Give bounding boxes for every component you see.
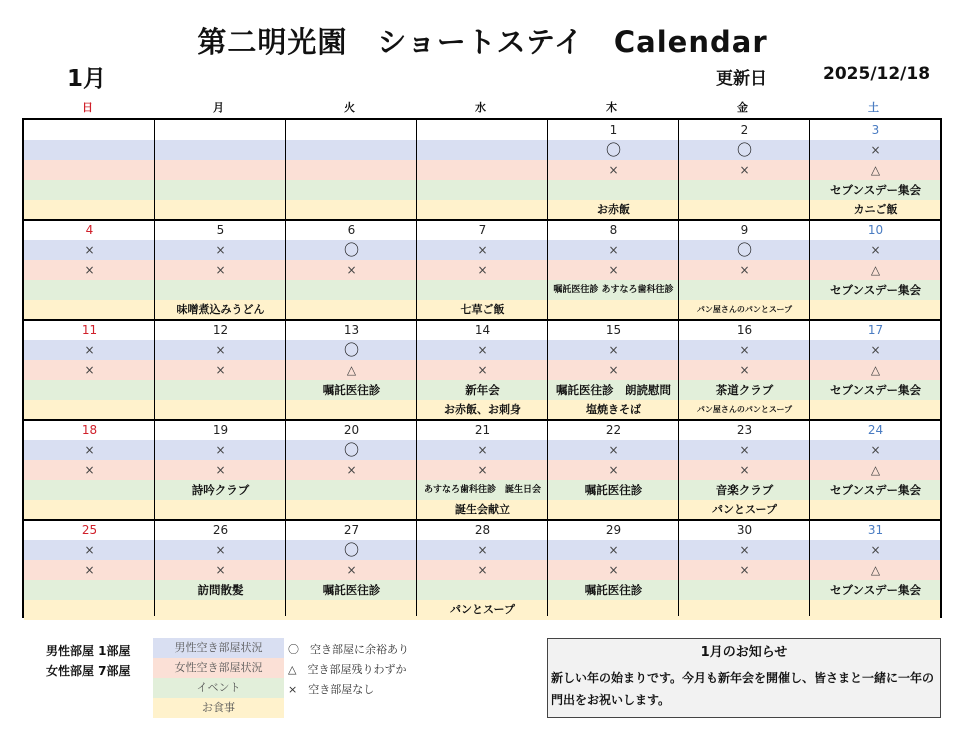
weekday-header: [22, 99, 942, 115]
day-number: 6: [347, 223, 356, 237]
day-cell: [155, 520, 286, 620]
day-number: 17: [867, 323, 884, 337]
calendar-week: [24, 120, 940, 220]
day-cell: [417, 420, 548, 520]
meal-text: [548, 500, 679, 520]
meal-text: [286, 600, 417, 620]
male-rooms-count: 男性部屋 1部屋: [46, 644, 131, 658]
event-text: 嘱託医往診 あすなろ歯科往診: [553, 285, 674, 295]
male-vacancy-mark: [24, 140, 155, 160]
updated-label: 更新日: [716, 69, 767, 89]
male-vacancy-mark: ×: [215, 443, 226, 457]
week-divider: [24, 419, 940, 421]
column-divider: [547, 120, 548, 616]
legend-mark-none: × 空き部屋なし: [288, 683, 375, 696]
meal-text: パン屋さんのパンとスープ: [696, 405, 793, 414]
female-vacancy-mark: ×: [84, 363, 95, 377]
calendar-grid: [22, 118, 942, 618]
day-number: 26: [212, 523, 229, 537]
event-text: 嘱託医往診 朗読慰問: [556, 383, 671, 397]
day-number: 23: [736, 423, 753, 437]
male-vacancy-mark: ×: [84, 443, 95, 457]
female-rooms-count: 女性部屋 7部屋: [46, 664, 131, 678]
meal-text: パンとスープ: [712, 503, 777, 516]
day-cell: [548, 520, 679, 620]
meal-text: [810, 600, 941, 620]
meal-text: [24, 600, 155, 620]
day-number: 1: [609, 123, 618, 137]
event-text: [286, 480, 417, 500]
day-cell: [155, 420, 286, 520]
male-vacancy-mark: 〇: [343, 541, 359, 559]
meal-text: [155, 500, 286, 520]
day-cell: [286, 520, 417, 620]
day-number: 8: [609, 223, 618, 237]
female-vacancy-mark: △: [870, 363, 881, 377]
column-divider: [678, 120, 679, 616]
calendar-week: [24, 520, 940, 620]
male-vacancy-mark: [286, 140, 417, 160]
day-cell: [24, 220, 155, 320]
male-vacancy-mark: [155, 140, 286, 160]
day-cell: [679, 220, 810, 320]
male-vacancy-mark: ×: [608, 443, 619, 457]
meal-text: [810, 500, 941, 520]
day-cell: [679, 320, 810, 420]
male-vacancy-mark: 〇: [343, 441, 359, 459]
day-cell: [679, 420, 810, 520]
female-vacancy-mark: ×: [477, 363, 488, 377]
day-cell: [286, 420, 417, 520]
day-cell: [24, 520, 155, 620]
female-vacancy-mark: [417, 160, 548, 180]
day-number: 3: [871, 123, 880, 137]
event-text: [24, 580, 155, 600]
notice-body: 新しい年の始まりです。今月も新年会を開催し、皆さまと一緒に一年の門出をお祝いします。: [551, 671, 935, 707]
day-number: 22: [605, 423, 622, 437]
day-cell: [548, 220, 679, 320]
day-number: 9: [740, 223, 749, 237]
meal-text: お赤飯: [597, 203, 630, 216]
event-text: 茶道クラブ: [715, 383, 774, 397]
page-title: 第二明光園 ショートステイ Calendar: [197, 25, 768, 59]
male-vacancy-mark: 〇: [343, 341, 359, 359]
male-vacancy-mark: ×: [477, 543, 488, 557]
day-cell: [810, 120, 941, 220]
female-vacancy-mark: ×: [346, 263, 357, 277]
meal-text: [24, 500, 155, 520]
female-vacancy-mark: ×: [739, 263, 750, 277]
day-number: 19: [212, 423, 229, 437]
calendar-week: [24, 320, 940, 420]
meal-text: カニご飯: [853, 203, 898, 216]
day-cell: [417, 320, 548, 420]
event-text: [417, 180, 548, 200]
female-vacancy-mark: △: [870, 263, 881, 277]
female-vacancy-mark: ×: [608, 363, 619, 377]
female-vacancy-mark: [155, 160, 286, 180]
day-number: 12: [212, 323, 229, 337]
female-vacancy-mark: ×: [477, 563, 488, 577]
day-number: 30: [736, 523, 753, 537]
meal-text: [155, 200, 286, 220]
day-number: [24, 120, 155, 140]
event-text: 嘱託医往診: [584, 483, 643, 497]
day-cell: [548, 420, 679, 520]
month-label: 1月: [67, 66, 107, 92]
female-vacancy-mark: ×: [608, 263, 619, 277]
day-number: 31: [867, 523, 884, 537]
event-text: 訪問散髪: [197, 583, 244, 597]
female-vacancy-mark: ×: [608, 563, 619, 577]
calendar-week: [24, 420, 940, 520]
day-number: [417, 120, 548, 140]
male-vacancy-mark: 〇: [605, 141, 621, 159]
female-vacancy-mark: ×: [84, 463, 95, 477]
male-vacancy-mark: 〇: [736, 141, 752, 159]
weekday-label: 木: [606, 101, 617, 114]
meal-text: [548, 300, 679, 320]
day-cell: [548, 320, 679, 420]
legend-meal: お食事: [153, 698, 284, 718]
event-text: [679, 580, 810, 600]
male-vacancy-mark: ×: [84, 243, 95, 257]
meal-text: 誕生会献立: [455, 503, 510, 516]
event-text: 嘱託医往診: [584, 583, 643, 597]
event-text: [24, 180, 155, 200]
male-vacancy-mark: ×: [84, 543, 95, 557]
day-cell: [417, 120, 548, 220]
event-text: [679, 180, 810, 200]
female-vacancy-mark: ×: [739, 363, 750, 377]
day-cell: [286, 320, 417, 420]
updated-date: 2025/12/18: [823, 64, 931, 84]
event-text: [24, 380, 155, 400]
day-cell: [810, 320, 941, 420]
calendar-week: [24, 220, 940, 320]
weekday-label: 水: [475, 101, 486, 114]
day-number: 2: [740, 123, 749, 137]
day-number: 14: [474, 323, 491, 337]
day-cell: [286, 120, 417, 220]
day-cell: [24, 420, 155, 520]
male-vacancy-mark: ×: [477, 343, 488, 357]
meal-text: [679, 200, 810, 220]
day-cell: [155, 220, 286, 320]
day-number: 15: [605, 323, 622, 337]
meal-text: [286, 300, 417, 320]
meal-text: [417, 200, 548, 220]
male-vacancy-mark: ×: [608, 343, 619, 357]
female-vacancy-mark: ×: [215, 563, 226, 577]
day-cell: [155, 120, 286, 220]
day-number: 24: [867, 423, 884, 437]
meal-text: [24, 200, 155, 220]
day-cell: [417, 520, 548, 620]
week-divider: [24, 319, 940, 321]
weekday-label: 日: [82, 101, 93, 114]
event-text: [24, 280, 155, 300]
meal-text: パン屋さんのパンとスープ: [696, 305, 793, 314]
day-number: [286, 120, 417, 140]
event-text: [24, 480, 155, 500]
day-cell: [24, 320, 155, 420]
day-number: 25: [81, 523, 98, 537]
day-number: 20: [343, 423, 360, 437]
legend-event: イベント: [153, 678, 284, 698]
meal-text: [286, 200, 417, 220]
day-number: 21: [474, 423, 491, 437]
male-vacancy-mark: ×: [84, 343, 95, 357]
event-text: [679, 280, 810, 300]
male-vacancy-mark: ×: [477, 243, 488, 257]
event-text: セブンスデー集会: [830, 183, 921, 197]
male-vacancy-mark: ×: [215, 543, 226, 557]
male-vacancy-mark: ×: [739, 343, 750, 357]
female-vacancy-mark: ×: [215, 263, 226, 277]
female-vacancy-mark: △: [870, 563, 881, 577]
meal-text: [810, 400, 941, 420]
day-number: 7: [478, 223, 487, 237]
female-vacancy-mark: ×: [739, 163, 750, 177]
female-vacancy-mark: △: [870, 463, 881, 477]
meal-text: 塩焼きそば: [586, 403, 641, 416]
meal-text: [155, 400, 286, 420]
day-number: 11: [81, 323, 98, 337]
day-number: [155, 120, 286, 140]
female-vacancy-mark: △: [346, 363, 357, 377]
day-cell: [810, 220, 941, 320]
female-vacancy-mark: △: [870, 163, 881, 177]
day-number: 27: [343, 523, 360, 537]
female-vacancy-mark: ×: [739, 463, 750, 477]
meal-text: [155, 600, 286, 620]
legend-female-status: 女性空き部屋状況: [153, 658, 284, 678]
legend-male-status: 男性空き部屋状況: [153, 638, 284, 658]
day-number: 4: [85, 223, 94, 237]
day-number: 16: [736, 323, 753, 337]
event-text: セブンスデー集会: [830, 483, 921, 497]
female-vacancy-mark: ×: [608, 463, 619, 477]
weekday-label: 月: [213, 101, 224, 114]
male-vacancy-mark: ×: [608, 243, 619, 257]
event-text: セブンスデー集会: [830, 283, 921, 297]
day-cell: [286, 220, 417, 320]
female-vacancy-mark: ×: [346, 563, 357, 577]
event-text: 嘱託医往診: [322, 383, 381, 397]
day-cell: [24, 120, 155, 220]
column-divider: [809, 120, 810, 616]
male-vacancy-mark: ×: [477, 443, 488, 457]
male-vacancy-mark: 〇: [343, 241, 359, 259]
day-number: 10: [867, 223, 884, 237]
female-vacancy-mark: ×: [739, 563, 750, 577]
week-divider: [24, 219, 940, 221]
male-vacancy-mark: ×: [870, 543, 881, 557]
male-vacancy-mark: ×: [215, 243, 226, 257]
event-text: 音楽クラブ: [715, 483, 774, 497]
legend-mark-vacant: 〇 空き部屋に余裕あり: [288, 643, 409, 656]
meal-text: [286, 500, 417, 520]
column-divider: [154, 120, 155, 616]
male-vacancy-mark: ×: [870, 243, 881, 257]
female-vacancy-mark: ×: [84, 563, 95, 577]
event-text: [155, 280, 286, 300]
meal-text: [24, 300, 155, 320]
female-vacancy-mark: ×: [215, 363, 226, 377]
meal-text: [548, 600, 679, 620]
event-text: [548, 180, 679, 200]
day-cell: [810, 520, 941, 620]
female-vacancy-mark: ×: [477, 463, 488, 477]
day-number: 28: [474, 523, 491, 537]
male-vacancy-mark: 〇: [736, 241, 752, 259]
meal-text: パンとスープ: [450, 603, 515, 616]
meal-text: [810, 300, 941, 320]
meal-text: お赤飯、お刺身: [444, 403, 521, 416]
meal-text: [286, 400, 417, 420]
female-vacancy-mark: [286, 160, 417, 180]
notice-title: 1月のお知らせ: [700, 645, 788, 660]
event-text: 新年会: [465, 383, 500, 397]
event-text: [417, 580, 548, 600]
event-text: [155, 380, 286, 400]
male-vacancy-mark: ×: [870, 443, 881, 457]
female-vacancy-mark: ×: [215, 463, 226, 477]
event-text: [286, 180, 417, 200]
event-text: [155, 180, 286, 200]
weekday-label: 金: [737, 101, 748, 114]
weekday-label: 土: [868, 101, 879, 114]
event-text: セブンスデー集会: [830, 383, 921, 397]
day-cell: [679, 120, 810, 220]
event-text: [286, 280, 417, 300]
day-cell: [548, 120, 679, 220]
day-number: 29: [605, 523, 622, 537]
event-text: [417, 280, 548, 300]
day-cell: [155, 320, 286, 420]
female-vacancy-mark: ×: [84, 263, 95, 277]
female-vacancy-mark: ×: [608, 163, 619, 177]
column-divider: [285, 120, 286, 616]
male-vacancy-mark: ×: [870, 143, 881, 157]
day-cell: [417, 220, 548, 320]
column-divider: [416, 120, 417, 616]
male-vacancy-mark: ×: [215, 343, 226, 357]
event-text: セブンスデー集会: [830, 583, 921, 597]
day-number: 18: [81, 423, 98, 437]
female-vacancy-mark: ×: [477, 263, 488, 277]
meal-text: 七草ご飯: [460, 303, 505, 316]
event-text: 嘱託医往診: [322, 583, 381, 597]
event-text: あすなろ歯科往診 誕生日会: [423, 485, 541, 495]
male-vacancy-mark: ×: [608, 543, 619, 557]
legend-mark-few: △ 空き部屋残りわずか: [288, 663, 407, 676]
notice-box: [547, 638, 941, 718]
female-vacancy-mark: [24, 160, 155, 180]
meal-text: [24, 400, 155, 420]
female-vacancy-mark: ×: [346, 463, 357, 477]
week-divider: [24, 519, 940, 521]
day-number: 5: [216, 223, 225, 237]
male-vacancy-mark: ×: [870, 343, 881, 357]
meal-text: 味噌煮込みうどん: [176, 303, 265, 316]
event-text: 詩吟クラブ: [191, 483, 250, 497]
day-number: 13: [343, 323, 360, 337]
weekday-label: 火: [344, 101, 355, 114]
male-vacancy-mark: [417, 140, 548, 160]
male-vacancy-mark: ×: [739, 443, 750, 457]
day-cell: [679, 520, 810, 620]
day-cell: [810, 420, 941, 520]
meal-text: [679, 600, 810, 620]
male-vacancy-mark: ×: [739, 543, 750, 557]
